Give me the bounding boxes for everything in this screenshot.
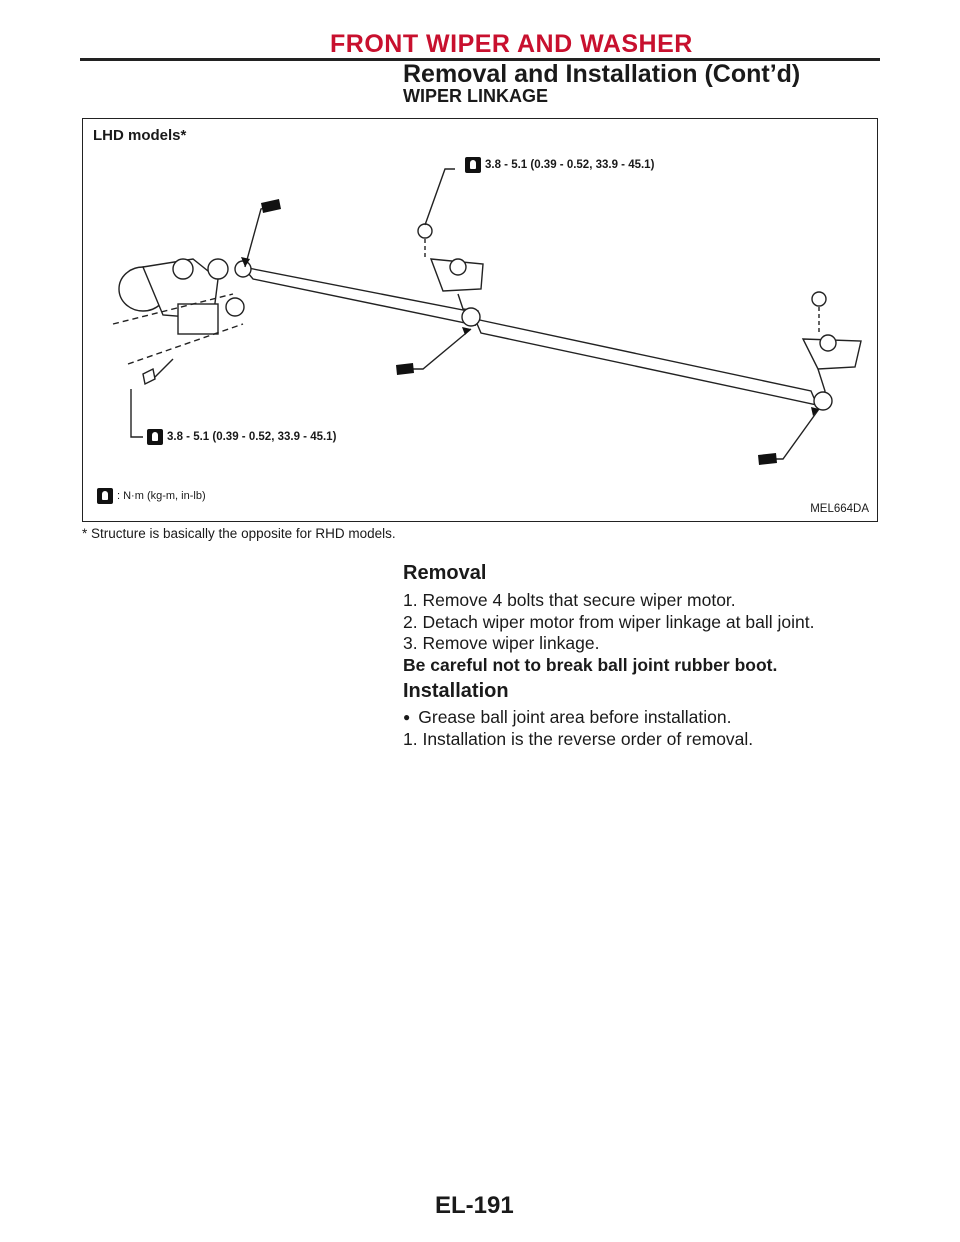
unit-legend-text: : N·m (kg-m, in-lb) [117, 490, 206, 502]
torque-wrench-icon [97, 488, 113, 504]
header-title: FRONT WIPER AND WASHER [330, 30, 693, 58]
installation-step: 1. Installation is the reverse order of removal. [403, 728, 754, 749]
removal-caution: Be careful not to break ball joint rubber boot. [403, 654, 778, 675]
removal-step: 2. Detach wiper motor from wiper linkage at ball joint. [403, 611, 815, 632]
section-title: WIPER LINKAGE [403, 86, 549, 106]
page-number: EL-191 [435, 1192, 514, 1219]
torque-spec-top [465, 157, 654, 173]
removal-step: 3. Remove wiper linkage. [403, 633, 600, 653]
installation-bullet-item [403, 707, 753, 729]
torque-spec-top-text: 3.8 - 5.1 (0.39 - 0.52, 33.9 - 45.1) [485, 159, 655, 171]
installation-steps [403, 707, 753, 750]
bullet-icon: ● [403, 710, 411, 724]
torque-wrench-icon [465, 157, 481, 173]
figure-label: LHD models* [93, 127, 187, 144]
removal-step: 1. Remove 4 bolts that secure wiper motor. [403, 590, 736, 610]
wiper-linkage-figure [82, 118, 878, 522]
torque-spec-bottom-text: 3.8 - 5.1 (0.39 - 0.52, 33.9 - 45.1) [167, 431, 337, 443]
unit-legend [97, 488, 206, 504]
footnote: * Structure is basically the opposite for RHD models. [82, 526, 396, 541]
linkage-diagram [83, 119, 879, 523]
figure-code: MEL664DA [810, 503, 869, 515]
torque-spec-bottom [147, 429, 336, 445]
torque-wrench-icon [147, 429, 163, 445]
removal-heading: Removal [403, 562, 487, 584]
removal-steps [403, 590, 814, 676]
header-subtitle: Removal and Installation (Cont’d) [403, 60, 801, 88]
installation-bullet-text: Grease ball joint area before installation. [418, 707, 732, 727]
installation-heading: Installation [403, 680, 509, 702]
